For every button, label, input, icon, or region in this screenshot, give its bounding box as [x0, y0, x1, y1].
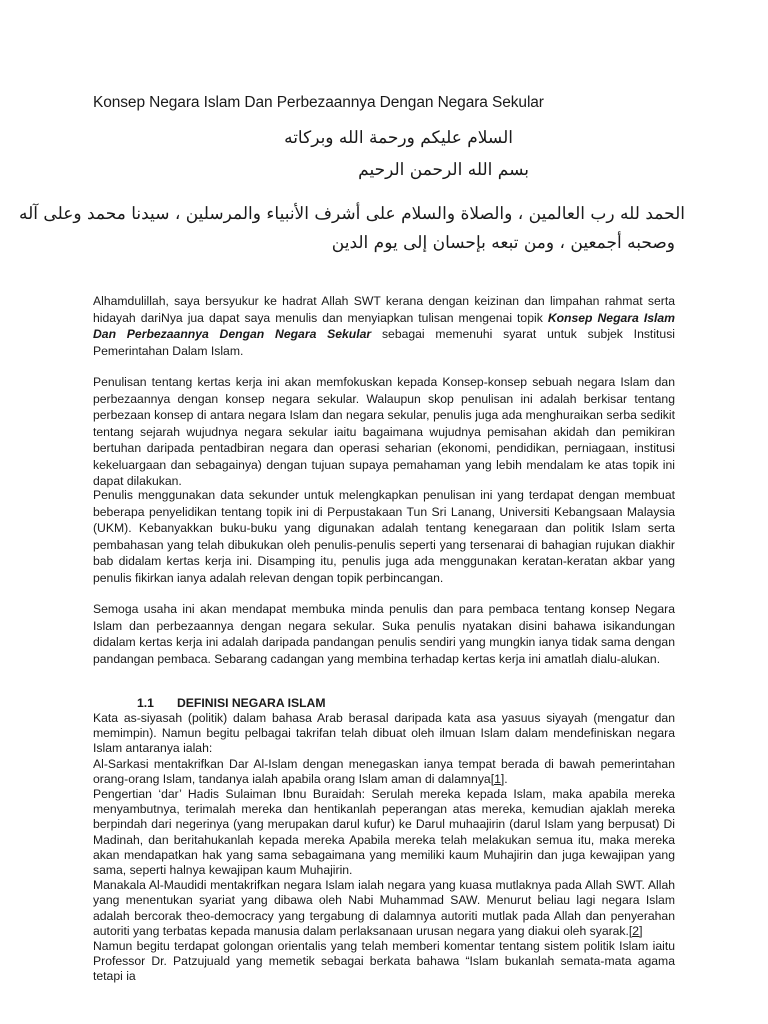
document-title: Konsep Negara Islam Dan Perbezaannya Dengan Negara Sekular [93, 94, 544, 111]
arabic-greeting: السلام عليكم ورحمة الله وبركاته [284, 128, 513, 148]
definition-text: Manakala Al-Maudidi mentakrifkan negara Islam ialah negara yang kuasa mutlaknya pada Allah SWT. Allah yang menentukan syariat yang dibawa oleh Nabi Muhammad SAW. Menurut beliau lagi negara Islam adalah bercorak theo-democracy yang tergabung di dalamnya autoriti mutlak pada Allah dan penyerahan autoriti yang terbatas kepada manusia dalam perlaksanaan urusan negara yang diakui oleh syarak. [93, 878, 675, 938]
section-number: 1.1 [137, 696, 154, 710]
definition-paragraph [93, 757, 675, 787]
section-title: DEFINISI NEGARA ISLAM [177, 696, 326, 710]
intro-paragraph [93, 293, 675, 359]
definition-paragraph: Pengertian ‘dar’ Hadis Sulaiman Ibnu Buraidah: Serulah mereka kepada Islam, maka apabila mereka menyambutnya, terimalah mereka dan hentikanlah peperangan atas mereka, kemudian ajaklah mereka berpindah dari negerinya (yang merupakan darul kufur) ke Darul muhaajirin (darul Islam yang berpusat) Di Madinah, dan beritahukanlah kepada mereka Apabila mereka telah melakukan semua itu, maka mereka akan mendapatkan hak yang sama sebagaimana yang memiliki kaum Muhajirin dan juga kewajipan yang sama, seperti halnya kewajipan kaum Muhajirin. [93, 787, 675, 878]
definition-paragraph: Kata as-siyasah (politik) dalam bahasa Arab berasal daripada kata asa yasuus siyayah (mengatur dan memimpin). Namun begitu pelbagai takrifan telah dibuat oleh ilmuan Islam dalam mendefiniskan negara Islam antaranya ialah: [93, 711, 675, 756]
paragraph-scope: Penulisan tentang kertas kerja ini akan memfokuskan kepada Konsep-konsep sebuah negara Islam dan perbezaannya dengan konsep negara sekular. Walaupun skop penulisan ini adalah berkisar tentang perbezaan konsep di antara negara Islam dan negara sekular, penulis juga ada menghuraikan serba sedikit tentang sejarah wujudnya negara sekular iaitu bagaimana wujudnya pemisahan akidah dan pemikiran bertuhan daripada pentadbiran negara dan operasi seharian (ekonomi, pendidikan, perniagaan, institusi kekeluargaan dan sebagainya) dengan tujuan supaya pemahaman yang lebih mendalam ke atas topik ini dapat dilakukan. [93, 375, 675, 488]
intro-text-before: Alhamdulillah, saya bersyukur ke hadrat Allah SWT kerana dengan keizinan dan limpahan rahmat serta hidayah dariNya jua dapat saya menulis dan menyiapkan tulisan mengenai topik [93, 294, 675, 325]
paragraph-closing: Semoga usaha ini akan mendapat membuka minda penulis dan para pembaca tentang konsep Negara Islam dan perbezaannya dengan negara sekular. Suka penulis nyatakan disini bahawa isikandungan didalam kertas kerja ini adalah daripada pandangan penulis sendiri yang mungkin ianya tidak sama dengan pandangan pembaca. Sebarang cadangan yang membina terhadap kertas kerja ini amatlah dialu-alukan. [93, 602, 675, 666]
footnote-link-2[interactable]: [2] [628, 923, 643, 938]
definitions-body [93, 711, 675, 985]
intro-text-after: sebagai memenuhi syarat untuk subjek Institusi Pemerintahan Dalam Islam. [93, 327, 675, 358]
definition-text: Al-Sarkasi mentakrifkan Dar Al-Islam dengan menegaskan ianya tempat berada di bawah pemerintahan orang-orang Islam, tandanya ialah apabila orang Islam aman di dalamnya [93, 756, 675, 786]
definition-paragraph [93, 878, 675, 939]
paragraph-sources: Penulis menggunakan data sekunder untuk melengkapkan penulisan ini yang terdapat dengan membuat beberapa penyelidikan tentang topik ini di Perpustakaan Tun Sri Lanang, Universiti Kebangsaan Malaysia (UKM). Kebanyakkan buku-buku yang digunakan adalah tentang kenegaraan dan politik Islam serta pembahasan yang telah dibukukan oleh penulis-penulis seperti yang tersenarai di bahagian rujukan diakhir bab didalam kertas kerja ini. Disamping itu, penulis juga ada menggunakan keratan-keratan akbar yang penulis fikirkan ianya adalah relevan dengan topik perbincangan. [93, 488, 675, 585]
arabic-hamd-line-2: وصحبه أجمعين ، ومن تبعه بإحسان إلى يوم الدين [331, 233, 675, 253]
intro-topic: Konsep Negara Islam Dan Perbezaannya Dengan Negara Sekular [93, 310, 676, 341]
arabic-basmala: بسم الله الرحمن الرحيم [358, 160, 529, 180]
footnote-link-1[interactable]: [1] [490, 771, 505, 786]
definition-text-end: . [504, 771, 508, 786]
definition-paragraph: Namun begitu terdapat golongan orientalis yang telah memberi komentar tentang sistem politik Islam iaitu Professor Dr. Patzujuald yang memetik sebagai berkata bahawa “Islam bukanlah semata-mata agama tetapi ia [93, 939, 675, 984]
section-heading [137, 696, 326, 710]
arabic-hamd-line-1: الحمد لله رب العالمين ، والصلاة والسلام على أشرف الأنبياء والمرسلين ، سيدنا محمد وعلى آله [19, 204, 685, 224]
